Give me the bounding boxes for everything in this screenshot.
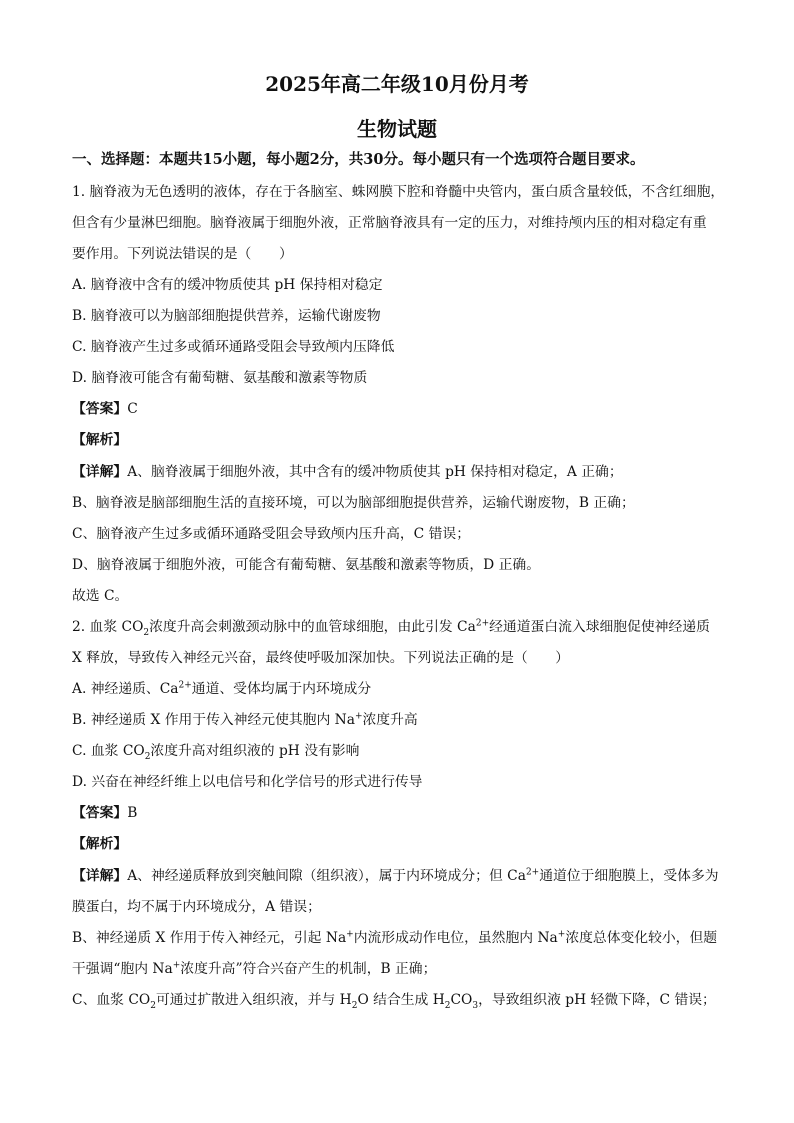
superscript: + — [557, 929, 566, 940]
exam-title: 2025年高二年级10月份月考 — [265, 72, 529, 96]
q1-answer — [72, 399, 138, 419]
subscript: 3 — [472, 1000, 479, 1011]
text-segment: 内流形成动作电位，虽然胞内 Na — [353, 930, 558, 946]
text-segment: 通道、受体均属于内环境成分 — [191, 681, 372, 697]
text-segment: 浓度升高会刺激颈动脉中的血管球细胞，由此引发 Ca — [149, 619, 476, 635]
answer-value: C — [127, 401, 138, 417]
q2-option-d: D. 兴奋在神经纤维上以电信号和化学信号的形式进行传导 — [72, 774, 423, 790]
answer-label: 【答案】 — [72, 805, 128, 821]
q2-detail-a-line1 — [72, 866, 719, 886]
text-segment: 浓度总体变化较小，但题 — [565, 930, 718, 946]
superscript: + — [346, 929, 354, 940]
q2-detail-c — [72, 990, 716, 1010]
text-segment: C、血浆 CO — [72, 992, 151, 1008]
text-segment: 浓度升高 — [362, 712, 418, 728]
text-segment: CO — [450, 992, 473, 1008]
subscript: 2 — [444, 1000, 451, 1011]
text-segment: B、神经递质 X 作用于传入神经元，引起 Na — [72, 930, 347, 946]
subscript: 2 — [144, 751, 151, 762]
text-segment: C. 血浆 CO — [72, 743, 145, 759]
answer-value: B — [127, 805, 138, 821]
q2-option-a — [72, 679, 371, 699]
q2-analysis-label: 【解析】 — [72, 836, 128, 852]
text-segment: A. 神经递质、Ca — [72, 681, 179, 697]
q1-stem-line2: 但含有少量淋巴细胞。脑脊液属于细胞外液，正常脑脊液具有一定的压力，对维持颅内压的相对稳定有重 — [72, 215, 707, 231]
superscript: 2+ — [525, 867, 540, 878]
subscript: 2 — [143, 627, 150, 638]
q2-answer — [72, 803, 137, 823]
answer-label: 【答案】 — [72, 401, 128, 417]
superscript: + — [172, 960, 181, 971]
subscript: 2 — [351, 1000, 358, 1011]
text-segment: 浓度升高”符合兴奋产生的机制，B 正确； — [180, 961, 437, 977]
text-segment: B. 神经递质 X 作用于传入神经元使其胞内 Na — [72, 712, 355, 728]
detail-text: A、脑脊液属于细胞外液，其中含有的缓冲物质使其 pH 保持相对稳定，A 正确； — [127, 464, 623, 480]
q1-detail-b: B、脑脊液是脑部细胞生活的直接环境，可以为脑部细胞提供营养，运输代谢废物，B 正确； — [72, 495, 635, 511]
text-segment: O 结合生成 H — [357, 992, 445, 1008]
text-segment: 通道位于细胞膜上，受体多为 — [539, 868, 719, 884]
q1-option-b: B. 脑脊液可以为脑部细胞提供营养，运输代谢废物 — [72, 308, 381, 324]
superscript: 2+ — [475, 618, 490, 629]
q2-detail-b-line2 — [72, 959, 436, 979]
q2-stem-line1 — [72, 617, 710, 637]
superscript: + — [354, 711, 363, 722]
text-segment: 干强调“胞内 Na — [72, 961, 173, 977]
q1-option-d: D. 脑脊液可能含有葡萄糖、氨基酸和激素等物质 — [72, 370, 368, 386]
q1-conclusion: 故选 C。 — [72, 588, 129, 604]
text-segment: ，导致组织液 pH 轻微下降，C 错误； — [478, 992, 716, 1008]
q1-detail-a — [72, 462, 623, 482]
q1-stem-line1: 1. 脑脊液为无色透明的液体，存在于各脑室、蛛网膜下腔和脊髓中央管内，蛋白质含量较低，不含红细胞， — [72, 184, 725, 200]
exam-subtitle: 生物试题 — [357, 117, 437, 141]
q2-detail-b-line1 — [72, 928, 717, 948]
q2-stem-line2: X 释放，导致传入神经元兴奋，最终使呼吸加深加快。下列说法正确的是（ ） — [72, 650, 570, 666]
q1-analysis-label: 【解析】 — [72, 432, 128, 448]
text-segment: 经通道蛋白流入球细胞促使神经递质 — [489, 619, 710, 635]
text-segment: A、神经递质释放到突触间隙（组织液），属于内环境成分；但 Ca — [127, 868, 526, 884]
q1-stem-line3: 要作用。下列说法错误的是（ ） — [72, 246, 293, 262]
q1-detail-d: D、脑脊液属于细胞外液，可能含有葡萄糖、氨基酸和激素等物质，D 正确。 — [72, 557, 541, 573]
section-heading: 一、选择题：本题共15小题，每小题2分，共30分。每小题只有一个选项符合题目要求。 — [72, 151, 645, 168]
q2-detail-a-line2: 膜蛋白，均不属于内环境成分，A 错误； — [72, 899, 321, 915]
q2-option-b — [72, 710, 418, 730]
text-segment: 浓度升高对组织液的 pH 没有影响 — [150, 743, 360, 759]
q1-detail-c: C、脑脊液产生过多或循环通路受阻会导致颅内压升高，C 错误； — [72, 526, 471, 542]
superscript: 2+ — [178, 680, 192, 691]
detail-label: 【详解】 — [72, 464, 128, 480]
detail-label: 【详解】 — [72, 868, 128, 884]
text-segment: 2. 血浆 CO — [72, 619, 144, 635]
text-segment: 可通过扩散进入组织液，并与 H — [155, 992, 352, 1008]
q2-option-c — [72, 741, 359, 761]
q1-option-c: C. 脑脊液产生过多或循环通路受阻会导致颅内压降低 — [72, 339, 395, 355]
q1-option-a: A. 脑脊液中含有的缓冲物质使其 pH 保持相对稳定 — [72, 277, 383, 293]
subscript: 2 — [150, 1000, 156, 1011]
